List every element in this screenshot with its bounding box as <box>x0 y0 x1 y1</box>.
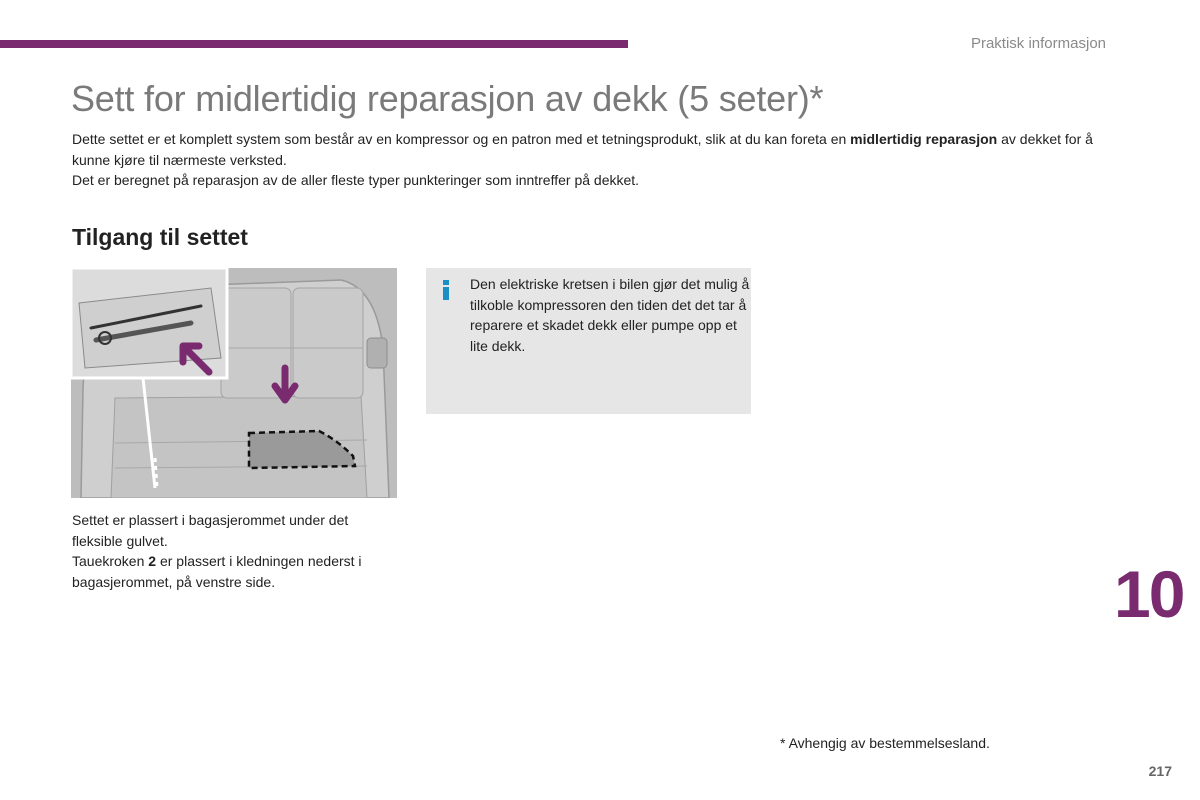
intro-paragraph-1: Dette settet er et komplett system som består av en kompressor og en patron med et tetningsprodukt, slik at du kan foreta en midlertidig reparasjon av dekket for å kunne kjøre til nærmeste verksted. <box>72 131 1093 168</box>
header-accent-bar <box>0 40 628 48</box>
chapter-number: 10 <box>1114 557 1184 631</box>
seat-back-right <box>293 288 363 398</box>
caption-paragraph-2: Tauekroken 2 er plassert i kledningen nederst i bagasjerommet, på venstre side. <box>72 553 362 590</box>
intro-paragraph-2: Det er beregnet på reparasjon av de aller fleste typer punkteringer som inntreffer på dekket. <box>72 172 640 188</box>
info-box <box>426 268 751 414</box>
trunk-illustration <box>71 268 397 498</box>
intro-text <box>72 129 1122 191</box>
intro-bold-phrase: midlertidig reparasjon <box>850 131 998 147</box>
section-label: Praktisk informasjon <box>970 35 1106 52</box>
section-heading: Tilgang til settet <box>72 224 248 250</box>
caption-paragraph-1: Settet er plassert i bagasjerommet under det fleksible gulvet. <box>72 512 349 549</box>
caption-bold-number: 2 <box>148 553 157 569</box>
page-title: Sett for midlertidig reparasjon av dekk (5 seter)* <box>71 78 824 119</box>
footnote: * Avhengig av bestemmelsesland. <box>780 735 990 751</box>
info-text: Den elektriske kretsen i bilen gjør det mulig å tilkoble kompressoren den tiden det det tar å reparere et skadet dekk eller pumpe opp et lite dekk. <box>470 276 750 354</box>
info-icon <box>440 280 452 300</box>
seat-back-left <box>221 288 291 398</box>
figure-caption <box>72 510 402 592</box>
side-trim <box>367 338 387 368</box>
page-number: 217 <box>1148 763 1172 779</box>
